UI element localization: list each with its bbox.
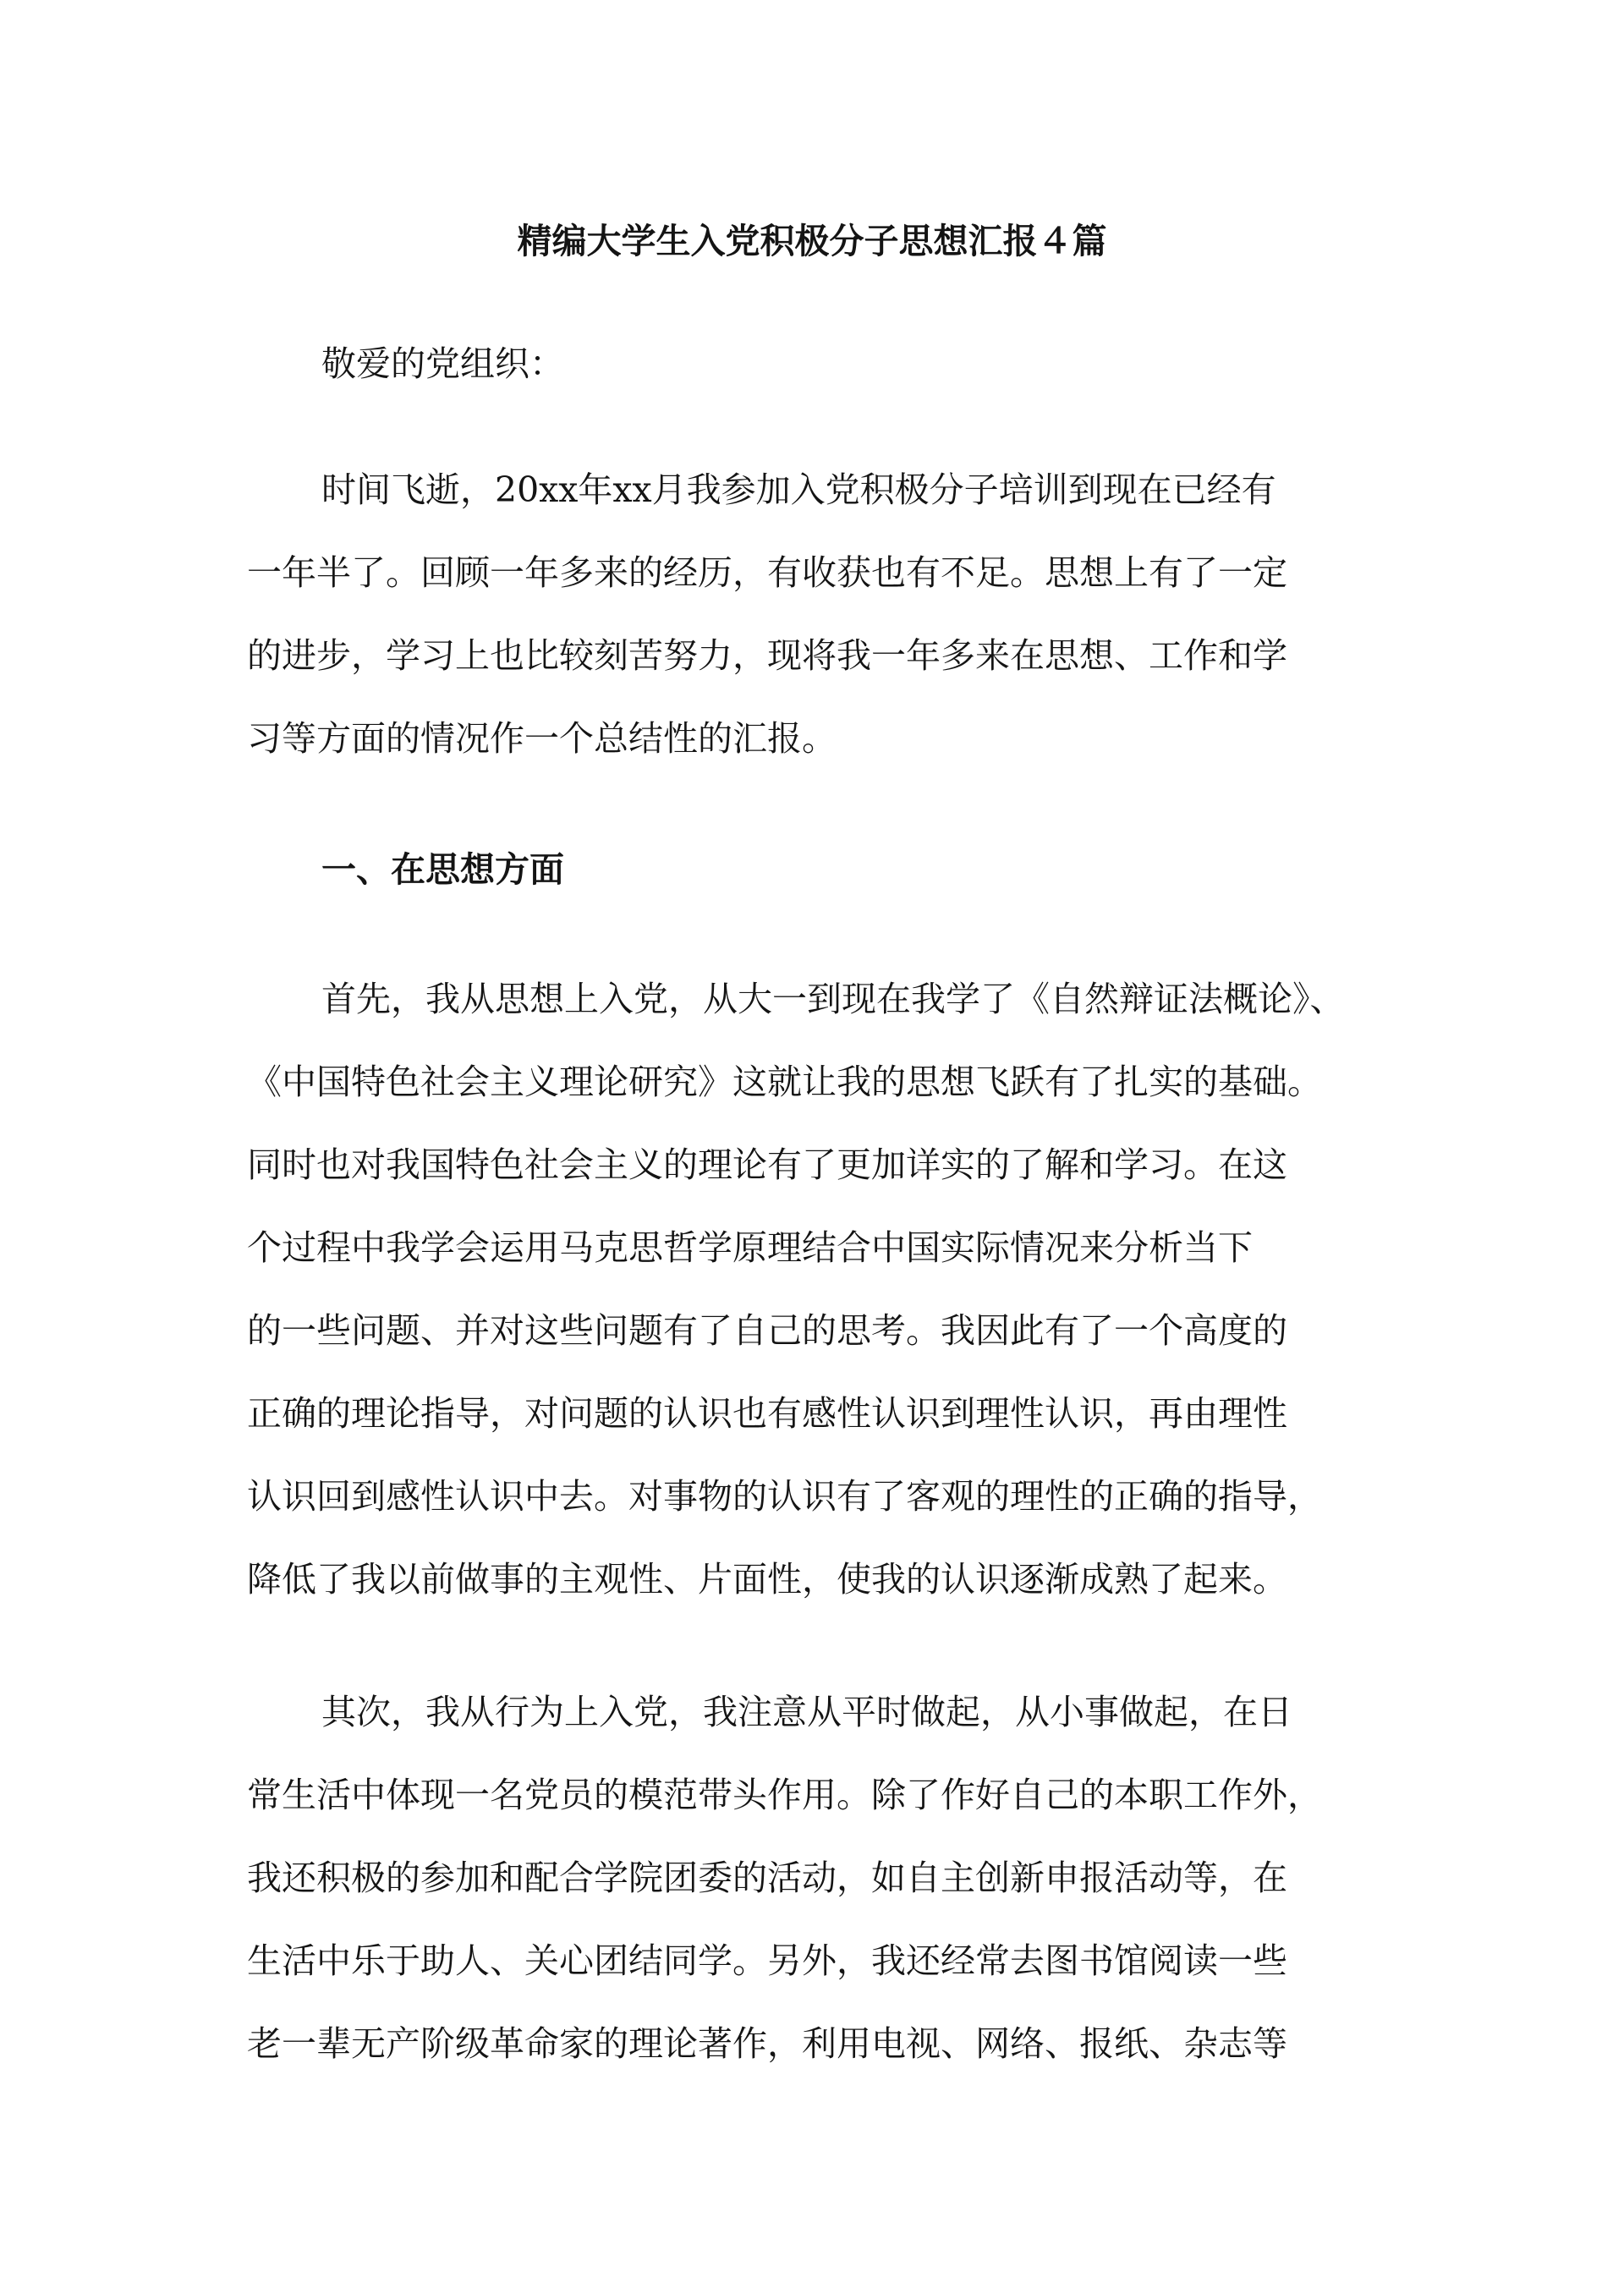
paragraph-line: 我还积极的参加和配合学院团委的活动，如自主创新申报活动等，在 — [247, 1858, 1287, 1898]
paragraph-line: 《中国特色社会主义理论研究》这就让我的思想飞跃有了扎实的基础。 — [247, 1062, 1322, 1102]
paragraph-line: 同时也对我国特色社会主义的理论有了更加详实的了解和学习。在这 — [247, 1144, 1287, 1185]
paragraph-line: 常生活中体现一名党员的模范带头作用。除了作好自己的本职工作外， — [247, 1775, 1322, 1815]
paragraph-line: 习等方面的情况作一个总结性的汇报。 — [247, 718, 837, 759]
paragraph-intro — [247, 448, 1431, 780]
paragraph-line: 一年半了。回顾一年多来的经历，有收获也有不足。思想上有了一定 — [247, 552, 1287, 593]
paragraph-line: 时间飞逝，20xx年xx月我参加入党积极分子培训到现在已经有 — [321, 469, 1276, 510]
paragraph-line: 的进步，学习上也比较刻苦努力，现将我一年多来在思想、工作和学 — [247, 635, 1287, 676]
paragraph-line: 降低了我以前做事的主观性、片面性，使我的认识逐渐成熟了起来。 — [247, 1559, 1287, 1600]
paragraph-line: 老一辈无产阶级革命家的理论著作，利用电视、网络、报纸、杂志等 — [247, 2023, 1287, 2064]
section-heading: 一、在思想方面 — [321, 849, 564, 890]
paragraph-thought — [247, 958, 1431, 1621]
paragraph-line: 个过程中我学会运用马克思哲学原理结合中国实际情况来分析当下 — [247, 1227, 1253, 1268]
paragraph-line: 的一些问题、并对这些问题有了自己的思考。我因此有了一个高度的 — [247, 1310, 1287, 1351]
salutation: 敬爱的党组织： — [321, 343, 564, 384]
paragraph-line: 其次，我从行为上入党，我注意从平时做起，从小事做起，在日 — [321, 1692, 1292, 1732]
paragraph-behavior — [247, 1671, 1431, 2085]
document-title: 精编大学生入党积极分子思想汇报４篇 — [517, 221, 1107, 261]
paragraph-line: 生活中乐于助人、关心团结同学。另外，我还经常去图书馆阅读一些 — [247, 1940, 1287, 1981]
paragraph-line: 正确的理论指导，对问题的认识也有感性认识到理性认识，再由理性 — [247, 1393, 1287, 1434]
paragraph-line: 首先，我从思想上入党，从大一到现在我学了《自然辩证法概论》、 — [321, 979, 1345, 1019]
paragraph-line: 认识回到感性认识中去。对事物的认识有了客观的理性的正确的指导， — [247, 1476, 1322, 1517]
